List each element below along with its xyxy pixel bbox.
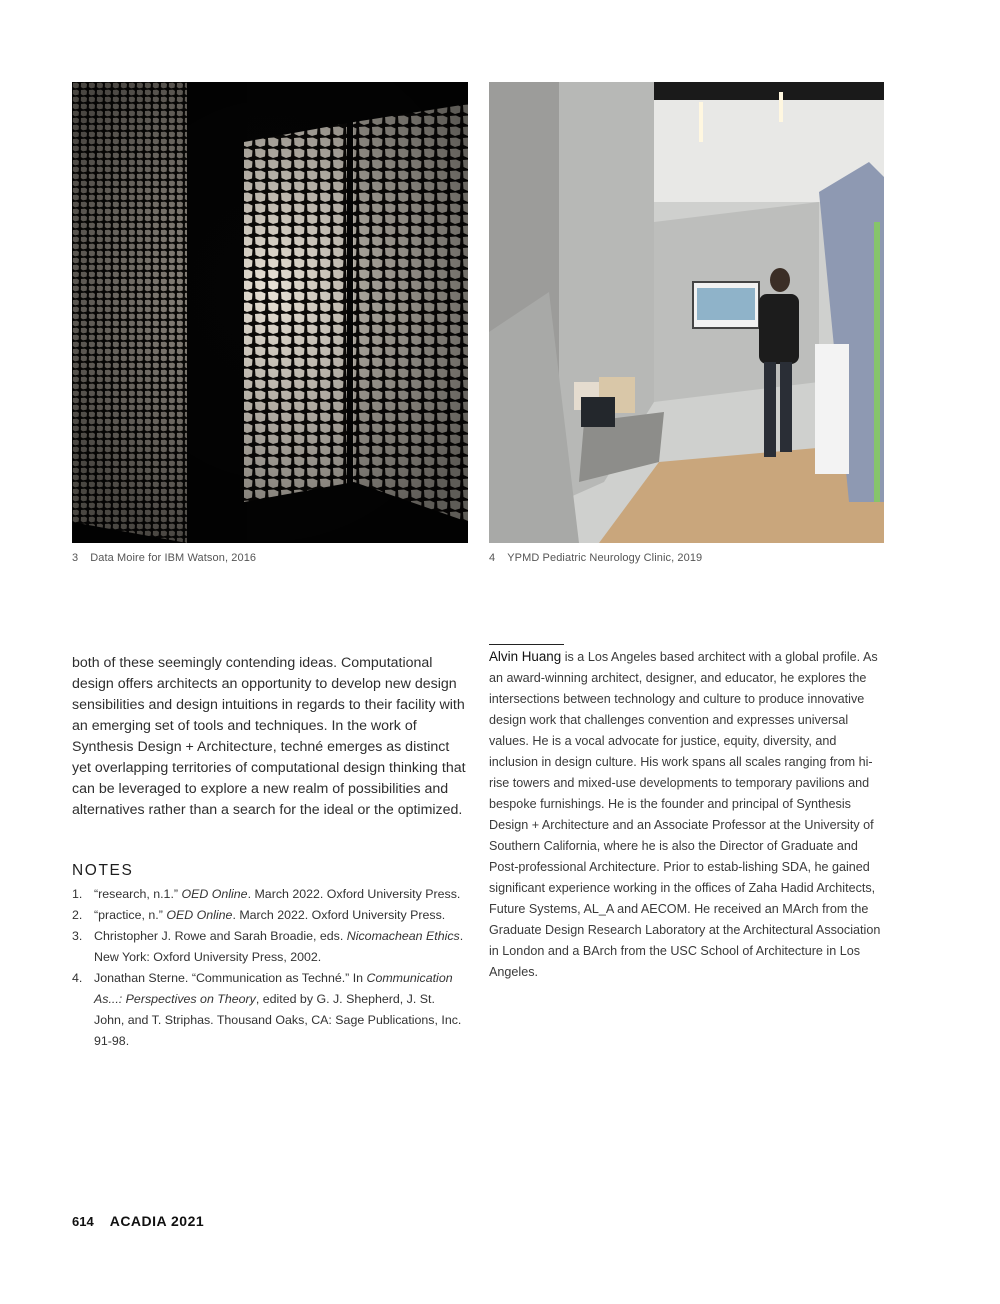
note-item [72, 968, 468, 1052]
note-text: . March 2022. Oxford University Press. [232, 908, 446, 922]
note-item [72, 926, 468, 968]
figure-3-caption [72, 552, 256, 564]
note-number: 4. [72, 971, 83, 985]
note-text: “practice, n.” [94, 908, 167, 922]
note-italic-title: Nicomachean Ethics [346, 929, 460, 943]
figure-4-caption [489, 552, 702, 564]
figure-3-image [72, 82, 468, 543]
clinic-interior-photo [489, 82, 884, 543]
page-footer [72, 1213, 204, 1229]
note-number: 2. [72, 908, 83, 922]
bio-author-name: Alvin Huang [489, 649, 562, 664]
bio-text: is a Los Angeles based architect with a global profile. As an award-winning architect, designer, and educator, he explores the intersections between technology and culture to produce innovative design work that challenges convention and expresses universal values. He is a vocal advocate for justice, equity, diversity, and inclusion in design culture. His work spans all scales ranging from hi-rise towers and mixed-use developments to temporary pavilions and bespoke furnishings. He is the founder and principal of Synthesis Design + Architecture and an Associate Professor at the University of Southern California, where he is also the Director of Graduate and Post-professional Architecture. Prior to estab-lishing SDA, he gained significant experience working in the offices of Zaha Hadid Architects, Future Systems, AL_A and AECOM. He received an MArch from the Graduate Design Research Laboratory at the Architectural Association in London and a BArch from the USC School of Architecture in Los Angeles. [489, 650, 881, 979]
note-italic-title: OED Online [166, 908, 233, 922]
note-number: 1. [72, 887, 83, 901]
note-item [72, 905, 468, 926]
figure-4-image [489, 82, 884, 543]
note-text: “research, n.1.” [94, 887, 182, 901]
figure-3-number: 3 [72, 552, 79, 564]
figure-4-caption-text: YPMD Pediatric Neurology Clinic, 2019 [507, 552, 703, 564]
note-number: 3. [72, 929, 83, 943]
note-italic-title: Communication As...: Perspectives on Theory [94, 971, 453, 1006]
note-item [72, 884, 468, 905]
note-text: . March 2022. Oxford University Press. [247, 887, 461, 901]
note-text: Christopher J. Rowe and Sarah Broadie, eds. [94, 929, 347, 943]
notes-list [72, 884, 468, 1052]
publication-name: ACADIA 2021 [109, 1213, 205, 1229]
page-number: 614 [72, 1214, 94, 1229]
author-bio [489, 646, 885, 983]
body-paragraph: both of these seemingly contending ideas. Computational design offers architects an opportunity to develop new design sensibilities and design intuitions in regards to their facility with an emerging set of tools and techniques. In the work of Synthesis Design + Architecture, techné emerges as distinct yet overlapping territories of computational design thinking that can be leveraged to explore a new realm of possibilities and alternatives rather than a search for the ideal or the optimized. [72, 655, 466, 818]
note-text: , edited by G. J. Shepherd, J. St. John, and T. Striphas. Thousand Oaks, CA: Sage Publications, Inc. 91-98. [94, 992, 462, 1048]
data-moire-photo [72, 82, 468, 543]
note-text: . New York: Oxford University Press, 2002. [94, 929, 464, 964]
figure-4-number: 4 [489, 552, 496, 564]
figure-3-caption-text: Data Moire for IBM Watson, 2016 [90, 552, 257, 564]
note-italic-title: OED Online [181, 887, 248, 901]
notes-heading: NOTES [72, 862, 134, 879]
bio-divider [489, 644, 564, 645]
note-text: Jonathan Sterne. “Communication as Techné.” In [94, 971, 367, 985]
